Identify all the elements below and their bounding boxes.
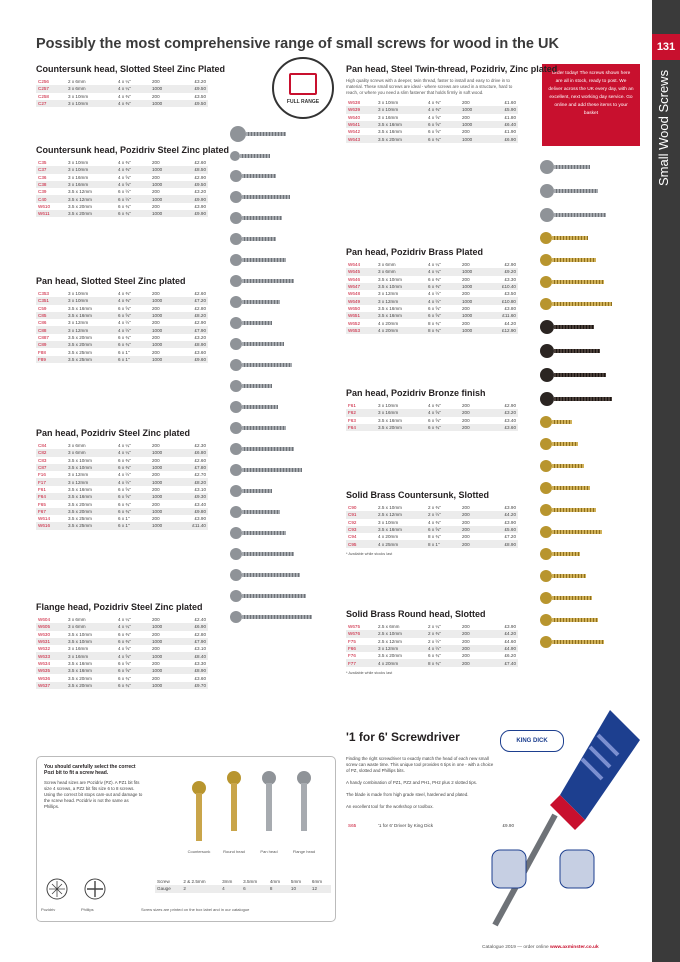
screw-icon bbox=[230, 254, 286, 266]
screw-image bbox=[230, 611, 312, 623]
screwdriver-image bbox=[490, 700, 650, 940]
bit-label: Pan head bbox=[260, 849, 278, 854]
section-title: Pan head, Steel Twin-thread, Pozidriv, Zinc plated bbox=[346, 64, 558, 74]
screw-image bbox=[540, 276, 612, 288]
screw-icon bbox=[540, 570, 586, 582]
table-row: C35 3 x 10mm 4 x ⅜" 200 £2.60 bbox=[38, 160, 206, 166]
screw-image bbox=[230, 464, 312, 476]
screw-image bbox=[230, 527, 312, 539]
table-row: F67 3.5 x 20mm 6 x ¾" 1000 £9.80 bbox=[38, 508, 206, 514]
table-row: F75 2.5 x 12mm 2 x ½" 200 £4.60 bbox=[348, 638, 516, 644]
screw-icon bbox=[540, 614, 598, 626]
screw-icon bbox=[540, 548, 580, 560]
table-row: C887 3.5 x 20mm 6 x ¾" 200 £3.20 bbox=[38, 334, 206, 340]
section-pan-bronze bbox=[346, 388, 518, 431]
screw-icon bbox=[540, 320, 594, 334]
screw-image bbox=[230, 296, 312, 308]
screwdriver-handle-icon bbox=[495, 710, 640, 925]
table-row: W649 3 x 12mm 4 x ½" 1000 £10.80 bbox=[348, 298, 516, 304]
screw-icon bbox=[230, 170, 276, 182]
screw-icon bbox=[230, 151, 270, 161]
screw-icon bbox=[230, 338, 284, 350]
screw-icon bbox=[230, 527, 286, 539]
screw-icon bbox=[230, 191, 290, 203]
screw-icon bbox=[540, 482, 590, 494]
screw-image bbox=[230, 275, 312, 287]
product-table bbox=[36, 290, 208, 363]
screw-image bbox=[540, 416, 612, 428]
countersunk-screw-icon bbox=[192, 781, 206, 851]
page-footer: Catalogue 2019 — order online www.axminster.co.uk bbox=[482, 945, 599, 950]
page-title: Possibly the most comprehensive range of small screws for wood in the UK bbox=[36, 36, 559, 52]
section-title: Pan head, Pozidriv Bronze finish bbox=[346, 388, 486, 398]
screw-icon bbox=[540, 184, 598, 198]
table-row: C37 3 x 10mm 4 x ⅜" 1000 £8.50 bbox=[38, 167, 206, 173]
pozidriv-icon bbox=[47, 879, 67, 899]
panhead-screw-icon bbox=[262, 771, 276, 841]
screw-image bbox=[540, 254, 612, 266]
screw-icon bbox=[230, 464, 302, 476]
table-row: C59 3.5 x 16mm 6 x ⅝" 200 £2.80 bbox=[38, 305, 206, 311]
drive-icons bbox=[45, 877, 115, 907]
product-code: S65 bbox=[348, 823, 357, 829]
table-row: F89 3.5 x 25mm 6 x 1" 1000 £9.60 bbox=[38, 356, 206, 362]
table-row: W644 3 x 6mm 4 x ¼" 200 £2.90 bbox=[348, 262, 516, 268]
table-row: F66 3 x 12mm 4 x ½" 200 £4.90 bbox=[348, 646, 516, 652]
table-row: C82 3 x 6mm 4 x ¼" 1000 £6.80 bbox=[38, 450, 206, 456]
screw-icon bbox=[230, 569, 300, 581]
table-row: F77 4 x 20mm 8 x ¾" 200 £7.40 bbox=[348, 660, 516, 666]
table-row: W631 3.5 x 10mm 6 x ⅜" 1000 £7.90 bbox=[38, 639, 206, 645]
screw-icon bbox=[540, 392, 612, 406]
table-row: W636 3.5 x 20mm 6 x ¾" 200 £3.60 bbox=[38, 675, 206, 681]
table-row: C36 3 x 16mm 4 x ⅝" 200 £2.90 bbox=[38, 174, 206, 180]
screw-image bbox=[540, 344, 612, 358]
screw-image bbox=[230, 233, 312, 245]
table-row: W643 3.5 x 20mm 6 x ¾" 1000 £6.90 bbox=[348, 136, 516, 142]
table-row: F64 3.5 x 16mm 6 x ⅝" 1000 £9.30 bbox=[38, 494, 206, 500]
screw-image bbox=[230, 151, 312, 161]
screw-icon bbox=[230, 380, 272, 392]
table-row: W647 3.5 x 10mm 6 x ⅜" 1000 £10.40 bbox=[348, 284, 516, 290]
king-dick-logo: KING DICK bbox=[500, 730, 564, 752]
section-pan-slotted bbox=[36, 276, 208, 363]
screw-image bbox=[230, 338, 312, 350]
table-row: W648 3 x 12mm 4 x ½" 200 £3.50 bbox=[348, 291, 516, 297]
info-lead: You should carefully select the correct Pozi bit to fit a screw head. bbox=[44, 764, 136, 776]
table-row: C85 3.5 x 16mm 6 x ⅝" 1000 £8.20 bbox=[38, 313, 206, 319]
screw-icon bbox=[230, 422, 286, 434]
table-row: W610 3.5 x 20mm 6 x ¾" 200 £3.90 bbox=[38, 203, 206, 209]
screw-image bbox=[540, 526, 612, 538]
table-row: W650 3.5 x 16mm 6 x ⅝" 200 £3.80 bbox=[348, 305, 516, 311]
table-row: C353 3 x 10mm 4 x ⅜" 200 £2.60 bbox=[38, 291, 206, 297]
table-row: C90 2.5 x 10mm 2 x ⅜" 200 £3.90 bbox=[348, 505, 516, 511]
screw-icon bbox=[540, 592, 592, 604]
table-row: W634 3.5 x 16mm 6 x ⅝" 200 £3.30 bbox=[38, 660, 206, 666]
product-name: '1 for 6' Driver by King Dick bbox=[378, 823, 434, 829]
bit-label: Countersunk bbox=[187, 849, 211, 854]
screw-icon bbox=[230, 548, 294, 560]
screw-image bbox=[540, 482, 612, 494]
screw-image bbox=[230, 485, 312, 497]
table-row: W632 3 x 16mm 4 x ⅝" 200 £3.10 bbox=[38, 646, 206, 652]
website-link[interactable]: www.axminster.co.uk bbox=[550, 945, 599, 950]
screw-image bbox=[230, 126, 312, 142]
table-row: F16 3 x 12mm 4 x ½" 200 £2.70 bbox=[38, 472, 206, 478]
table-note: * Available while stocks last bbox=[346, 670, 393, 675]
screw-image bbox=[540, 232, 612, 244]
screw-image bbox=[540, 438, 612, 450]
product-table bbox=[346, 623, 518, 667]
section-cs-pozi bbox=[36, 145, 229, 217]
size-row-label: Screw bbox=[157, 879, 170, 885]
bit-label: Round head bbox=[223, 849, 245, 854]
table-row: C91 2.5 x 12mm 2 x ½" 200 £4.20 bbox=[348, 512, 516, 518]
side-tab-label: Small Wood Screws bbox=[656, 70, 671, 187]
screw-icon bbox=[540, 208, 606, 222]
screw-icon bbox=[540, 232, 588, 244]
screw-icon bbox=[540, 276, 604, 288]
screw-image bbox=[230, 254, 312, 266]
table-row: W635 3.5 x 16mm 6 x ⅝" 1000 £8.90 bbox=[38, 668, 206, 674]
table-row: C40 3.5 x 12mm 6 x ½" 1000 £9.90 bbox=[38, 196, 206, 202]
screw-icon bbox=[540, 460, 584, 472]
screw-icon bbox=[230, 611, 312, 623]
table-row: C256 2 x 6mm 4 x ¼" 200 £3.20 bbox=[38, 79, 206, 85]
screw-image bbox=[540, 636, 612, 648]
shop-logo bbox=[272, 57, 334, 119]
screw-icon bbox=[540, 368, 606, 382]
table-row: W604 3 x 6mm 4 x ¼" 200 £2.40 bbox=[38, 617, 206, 623]
screw-icon bbox=[230, 275, 294, 287]
table-row: C39 3.5 x 12mm 6 x ½" 200 £3.20 bbox=[38, 189, 206, 195]
screw-icon bbox=[230, 359, 292, 371]
screw-image bbox=[230, 590, 312, 602]
screw-icon bbox=[230, 401, 278, 413]
section-twin-thread bbox=[346, 64, 557, 143]
section-title: Pan head, Slotted Steel Zinc plated bbox=[36, 276, 186, 286]
phillips-label: Phillips bbox=[81, 907, 94, 912]
table-note: * Available while stocks last bbox=[346, 551, 393, 556]
table-row: F63 3.5 x 16mm 6 x ⅝" 200 £3.40 bbox=[348, 417, 516, 423]
table-row: W651 3.5 x 16mm 6 x ⅝" 1000 £11.60 bbox=[348, 313, 516, 319]
table-row: W640 3 x 16mm 4 x ⅝" 200 £1.80 bbox=[348, 114, 516, 120]
table-row: W633 3 x 16mm 4 x ⅝" 1000 £8.40 bbox=[38, 653, 206, 659]
screw-image bbox=[230, 212, 312, 224]
section-brass-round bbox=[346, 609, 518, 676]
section-cs-slotted bbox=[36, 64, 225, 107]
spare-bits-icon bbox=[492, 850, 594, 888]
table-row: W614 3.5 x 25mm 6 x 1" 200 £3.90 bbox=[38, 516, 206, 522]
table-row: C38 3 x 16mm 4 x ⅝" 1000 £9.50 bbox=[38, 182, 206, 188]
table-row: W616 3.5 x 25mm 6 x 1" 1000 £11.40 bbox=[38, 523, 206, 529]
table-row: C86 3 x 12mm 4 x ½" 200 £2.90 bbox=[38, 320, 206, 326]
table-row: W639 3 x 10mm 4 x ⅜" 1000 £5.90 bbox=[348, 107, 516, 113]
screw-image bbox=[540, 392, 612, 406]
section-title: Countersunk head, Slotted Steel Zinc Plated bbox=[36, 64, 226, 74]
table-row: W652 4 x 20mm 8 x ¾" 200 £4.20 bbox=[348, 320, 516, 326]
pozidriv-label: Pozidriv bbox=[41, 907, 56, 912]
table-row: W642 3.5 x 16mm 6 x ⅝" 200 £1.90 bbox=[348, 129, 516, 135]
screw-image bbox=[540, 460, 612, 472]
screw-icon bbox=[540, 504, 596, 516]
screw-icon bbox=[230, 485, 272, 497]
screw-image bbox=[230, 401, 312, 413]
screw-image bbox=[230, 359, 312, 371]
screw-icon bbox=[540, 438, 578, 450]
table-row: F17 3 x 12mm 4 x ½" 1000 £8.20 bbox=[38, 479, 206, 485]
screw-icon bbox=[230, 317, 272, 329]
table-row: C351 3 x 10mm 4 x ⅜" 1000 £7.20 bbox=[38, 298, 206, 304]
product-table bbox=[36, 616, 208, 689]
logo-text: FULL RANGE bbox=[286, 99, 320, 105]
info-text bbox=[44, 764, 144, 810]
table-row: F88 3.5 x 25mm 6 x 1" 200 £3.60 bbox=[38, 349, 206, 355]
bit-label: Flange head bbox=[292, 849, 316, 854]
table-row: C84 3 x 6mm 4 x ¼" 200 £2.30 bbox=[38, 443, 206, 449]
screw-icon bbox=[540, 416, 572, 428]
table-row: C94 4 x 20mm 8 x ¾" 200 £7.20 bbox=[348, 534, 516, 540]
product-table bbox=[346, 504, 518, 548]
screwdriver-description: Finding the right screwdriver to exactly match the head of each new small screw can waste time. This unique tool provides 6 tips in one - with a choice of PZ, slotted and Phillips bits. A handy combination of PZ1, PZ2 and PH1, PH2 plus 2 slotted tips. The blade is made from high grade steel, hardened and plated. An excellent tool for the workshop or toolbox. bbox=[346, 756, 494, 809]
screw-images-left bbox=[230, 126, 312, 632]
screw-image bbox=[230, 548, 312, 560]
product-table bbox=[36, 159, 208, 217]
table-row: W645 3 x 6mm 4 x ¼" 1000 £9.20 bbox=[348, 269, 516, 275]
info-footnote: Screw sizes are printed on the box label and in our catalogue bbox=[141, 907, 250, 912]
section-intro: High quality screws with a deeper, twin thread, faster to install and easy to drive in to material. These small screws are ideal - where screws are used in a structure, hard to reach, or where you need a slim fastener that holds firmly in soft wood. bbox=[346, 78, 513, 95]
screw-icon bbox=[540, 160, 590, 174]
screw-image bbox=[540, 320, 612, 334]
table-row: C258 3 x 10mm 4 x ⅜" 200 £3.50 bbox=[38, 93, 206, 99]
screw-image bbox=[230, 170, 312, 182]
screw-icon bbox=[230, 443, 294, 455]
screw-image bbox=[230, 443, 312, 455]
cart-icon bbox=[289, 73, 317, 95]
table-row: W605 3 x 6mm 4 x ¼" 1000 £6.90 bbox=[38, 624, 206, 630]
table-row: F61 3.5 x 16mm 6 x ⅝" 200 £3.10 bbox=[38, 486, 206, 492]
screw-icon bbox=[540, 298, 612, 310]
screw-icon bbox=[230, 296, 280, 308]
product-table bbox=[346, 261, 518, 334]
promo-box: Order today! The screws shown here are all in stock, ready to post. We deliver across the UK every day, with an excellent, next working day service. Go online and add these items to your basket bbox=[542, 64, 640, 146]
screw-icon bbox=[540, 254, 596, 266]
screw-image bbox=[540, 592, 612, 604]
table-row: W638 3 x 10mm 4 x ⅜" 200 £1.60 bbox=[348, 100, 516, 106]
screw-icon bbox=[230, 126, 286, 142]
section-title: Pan head, Pozidriv Steel Zinc plated bbox=[36, 428, 191, 438]
product-table bbox=[36, 78, 208, 107]
table-row: W630 3.5 x 10mm 6 x ⅜" 200 £2.80 bbox=[38, 631, 206, 637]
table-row: F65 3.5 x 20mm 6 x ¾" 200 £3.40 bbox=[38, 501, 206, 507]
screw-icon bbox=[230, 212, 282, 224]
table-row: W653 4 x 20mm 8 x ¾" 1000 £12.90 bbox=[348, 327, 516, 333]
table-row: W641 3.5 x 16mm 6 x ⅝" 1000 £6.40 bbox=[348, 122, 516, 128]
table-row: C89 3.5 x 20mm 6 x ¾" 1000 £8.90 bbox=[38, 342, 206, 348]
screw-icon bbox=[540, 526, 602, 538]
screw-image bbox=[540, 548, 612, 560]
table-row: F76 3.5 x 20mm 6 x ¾" 200 £6.20 bbox=[348, 653, 516, 659]
screw-image bbox=[540, 298, 612, 310]
screw-image bbox=[230, 380, 312, 392]
section-pan-brass bbox=[346, 247, 518, 334]
table-row: W676 2.5 x 10mm 2 x ⅜" 200 £4.20 bbox=[348, 631, 516, 637]
screw-image bbox=[540, 208, 612, 222]
pozi-info-box bbox=[36, 756, 336, 922]
product-table bbox=[36, 442, 208, 530]
screw-image bbox=[230, 506, 312, 518]
screw-icon bbox=[230, 233, 276, 245]
screw-image bbox=[230, 569, 312, 581]
table-row: F62 3 x 16mm 4 x ⅝" 200 £3.20 bbox=[348, 410, 516, 416]
section-title: Pan head, Pozidriv Brass Plated bbox=[346, 247, 484, 257]
table-row: C93 3.5 x 16mm 6 x ⅝" 200 £5.60 bbox=[348, 527, 516, 533]
bit-illustrations bbox=[187, 767, 337, 877]
table-row: W646 3.5 x 10mm 6 x ⅜" 200 £3.30 bbox=[348, 276, 516, 282]
table-row: C88 3 x 12mm 4 x ½" 1000 £7.90 bbox=[38, 327, 206, 333]
screw-image bbox=[540, 504, 612, 516]
screw-icon bbox=[540, 344, 600, 358]
size-gauge-table: Screw 2 & 2.5mm 3mm 3.5mm 4mm 5mm 6mm Gauge 2 4 6 8 10 12 bbox=[155, 878, 331, 893]
table-row: W675 2.5 x 6mm 2 x ¼" 200 £3.90 bbox=[348, 624, 516, 630]
gauge-row-label: Gauge bbox=[155, 885, 181, 892]
section-title: Solid Brass Countersunk, Slotted bbox=[346, 490, 490, 500]
screw-icon bbox=[230, 506, 280, 518]
screw-image bbox=[540, 160, 612, 174]
info-body: Screw head sizes are Pozidriv (PZ). A PZ1 bit fits size 4 screws, a PZ2 bit fits size 6 to 8 screws. Using the correct bit stops cam-out and damage to the screw head. Pozidriv is not the same as Phillips. bbox=[44, 780, 143, 809]
side-tab bbox=[652, 0, 680, 962]
table-row: C87 3.5 x 10mm 6 x ⅜" 1000 £7.80 bbox=[38, 465, 206, 471]
table-row: C257 3 x 6mm 4 x ¼" 1000 £9.50 bbox=[38, 86, 206, 92]
product-table bbox=[346, 99, 518, 143]
screw-image bbox=[230, 422, 312, 434]
screw-image bbox=[540, 184, 612, 198]
screw-icon bbox=[230, 590, 306, 602]
section-pan-pozi bbox=[36, 428, 208, 530]
table-row: C27 3 x 10mm 4 x ⅜" 1000 £9.50 bbox=[38, 101, 206, 107]
screw-image bbox=[230, 191, 312, 203]
table-row: C92 3 x 10mm 4 x ⅜" 200 £3.90 bbox=[348, 519, 516, 525]
table-row: W637 3.5 x 20mm 6 x ¾" 1000 £9.70 bbox=[38, 682, 206, 688]
phillips-icon bbox=[85, 879, 105, 899]
section-title: Countersunk head, Pozidriv Steel Zinc plated bbox=[36, 145, 230, 155]
section-flange bbox=[36, 602, 208, 689]
screwdriver-title: '1 for 6' Screwdriver bbox=[346, 730, 460, 744]
table-row: C83 3.5 x 10mm 6 x ⅜" 200 £2.60 bbox=[38, 457, 206, 463]
screw-image bbox=[540, 614, 612, 626]
table-row: C95 4 x 25mm 8 x 1" 200 £8.90 bbox=[348, 541, 516, 547]
screw-icon bbox=[540, 636, 604, 648]
table-row: F64 3.5 x 20mm 6 x ¾" 200 £3.60 bbox=[348, 425, 516, 431]
page-number: 131 bbox=[652, 34, 680, 60]
roundhead-screw-icon bbox=[227, 771, 241, 841]
section-title: Solid Brass Round head, Slotted bbox=[346, 609, 486, 619]
screw-images-right bbox=[540, 160, 612, 658]
screw-image bbox=[230, 317, 312, 329]
section-brass-cs bbox=[346, 490, 518, 557]
product-price: £9.90 bbox=[502, 823, 514, 829]
table-row: W611 3.5 x 20mm 6 x ¾" 1000 £9.90 bbox=[38, 211, 206, 217]
product-table bbox=[346, 402, 518, 431]
screw-image bbox=[540, 368, 612, 382]
screw-image bbox=[540, 570, 612, 582]
flangehead-screw-icon bbox=[297, 771, 311, 841]
table-row: F61 3 x 10mm 4 x ⅜" 200 £2.90 bbox=[348, 403, 516, 409]
section-title: Flange head, Pozidriv Steel Zinc plated bbox=[36, 602, 203, 612]
